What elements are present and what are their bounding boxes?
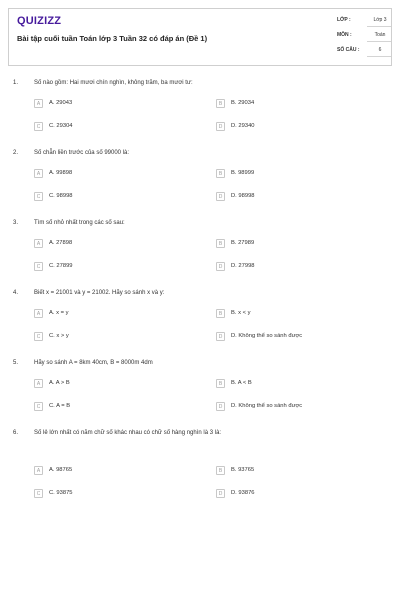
option-text: D. Không thể so sánh được [231,403,303,409]
option-letter-box: C [34,402,43,411]
option-letter-box: A [34,379,43,388]
option-text: D. 93876 [231,490,255,496]
meta-subject-value: Toán [374,32,386,38]
option-letter-box: B [216,99,225,108]
option-text: B. 98999 [231,170,255,176]
option-text: B. A < B [231,380,252,386]
question-number: 6. [13,430,19,436]
meta-question-count-underline [367,56,391,57]
option-text: D. 98998 [231,193,255,199]
option-text: C. 29304 [49,123,73,129]
option-letter-box: C [34,122,43,131]
option-letter-box: D [216,332,225,341]
option-letter-box: D [216,402,225,411]
option-letter-box: C [34,262,43,271]
option-letter-box: A [34,99,43,108]
option-letter-box: D [216,262,225,271]
question-text: Tìm số nhỏ nhất trong các số sau: [34,220,125,226]
option-letter-box: B [216,379,225,388]
meta-class-underline [367,26,391,27]
option-text: A. 99898 [49,170,73,176]
option-letter-box: C [34,489,43,498]
option-text: D. 27998 [231,263,255,269]
question-number: 1. [13,80,19,86]
option-letter-box: D [216,192,225,201]
option-letter-box: D [216,489,225,498]
meta-class [337,16,397,26]
option-letter-box: A [34,169,43,178]
option-text: A. 98765 [49,467,73,473]
option-text: C. A = B [49,403,71,409]
meta-subject [337,31,397,41]
option-letter-box: D [216,122,225,131]
option-letter-box: B [216,309,225,318]
option-letter-box: B [216,466,225,475]
option-text: B. 29034 [231,100,255,106]
question-text: Số nào gồm: Hai mươi chín nghìn, không trăm, ba mươi tư: [34,80,193,86]
option-text: D. Không thể so sánh được [231,333,303,339]
option-letter-box: A [34,466,43,475]
option-text: A. 29043 [49,100,73,106]
option-letter-box: A [34,309,43,318]
option-letter-box: C [34,332,43,341]
option-text: D. 29340 [231,123,255,129]
option-text: A. A > B [49,380,70,386]
option-text: C. x > y [49,333,69,339]
question-number: 4. [13,290,19,296]
question-text: Số lẻ lớn nhất có năm chữ số khác nhau có chữ số hàng nghìn là 3 là: [34,430,222,436]
question-number: 3. [13,220,19,226]
option-letter-box: B [216,239,225,248]
option-text: A. 27898 [49,240,73,246]
option-letter-box: B [216,169,225,178]
option-letter-box: C [34,192,43,201]
question-text: Số chẵn liền trước của số 99000 là: [34,150,130,156]
meta-subject-label: MÔN : [337,32,352,38]
option-text: A. x = y [49,310,69,316]
meta-question-count [337,46,397,56]
option-text: C. 27899 [49,263,73,269]
meta-question-count-value: 6 [378,47,382,53]
option-text: C. 98998 [49,193,73,199]
option-text: B. 27989 [231,240,255,246]
worksheet-title: Bài tập cuối tuần Toán lớp 3 Tuần 32 có đáp án (Đề 1) [17,34,208,43]
meta-subject-underline [367,41,391,42]
question-number: 2. [13,150,19,156]
question-number: 5. [13,360,19,366]
meta-class-value: Lớp 3 [373,17,387,23]
worksheet-header [8,8,392,66]
question-text: Hãy so sánh A = 8km 40cm, B = 8000m 4dm [34,360,153,366]
meta-question-count-label: SỐ CÂU : [337,47,360,53]
option-text: B. x < y [231,310,251,316]
option-letter-box: A [34,239,43,248]
quizizz-logo: QUIZIZZ [17,15,62,27]
option-text: B. 93765 [231,467,255,473]
meta-class-label: LỚP : [337,17,351,23]
question-text: Biết x = 21001 và y = 21002. Hãy so sánh x và y: [34,290,165,296]
option-text: C. 93875 [49,490,73,496]
